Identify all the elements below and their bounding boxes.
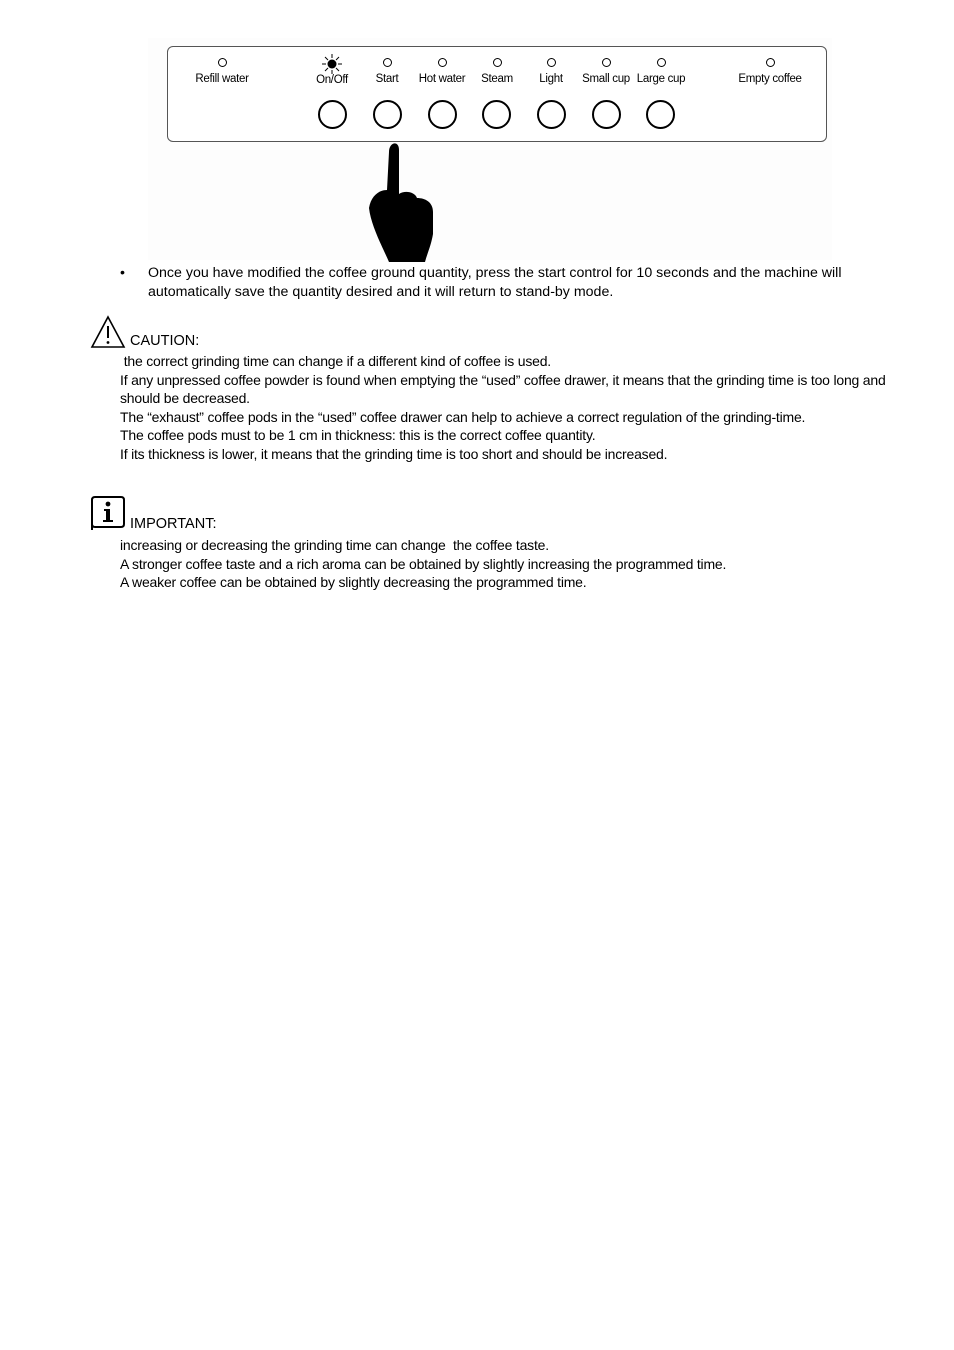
indicator-label: Refill water xyxy=(195,73,249,85)
control-label: Start xyxy=(375,73,399,85)
caution-line: The coffee pods must to be 1 cm in thickness: this is the correct coffee quantity. xyxy=(120,427,596,443)
important-text xyxy=(120,536,910,592)
control-label: Small cup xyxy=(582,73,630,85)
hot-water-button xyxy=(428,100,457,129)
bullet-point: • xyxy=(120,265,125,281)
indicator-label: Empty coffee xyxy=(738,73,802,85)
pointing-hand-icon xyxy=(365,138,437,262)
control-label: Steam xyxy=(481,73,513,85)
led-icon xyxy=(547,58,556,67)
light-button xyxy=(537,100,566,129)
on-off-button xyxy=(318,100,347,129)
control-label: Large cup xyxy=(636,73,686,85)
led-icon xyxy=(383,58,392,67)
large-cup-button xyxy=(646,100,675,129)
warning-triangle-icon xyxy=(90,315,126,349)
indicator-refill-water xyxy=(182,54,262,85)
led-lit-icon xyxy=(322,54,342,74)
caution-title: CAUTION: xyxy=(130,333,200,349)
led-icon xyxy=(438,58,447,67)
caution-text xyxy=(120,352,910,463)
important-line: A stronger coffee taste and a rich aroma can be obtained by slightly increasing the programmed time. xyxy=(120,555,727,572)
led-icon xyxy=(657,58,666,67)
led-icon xyxy=(218,58,227,67)
small-cup-button xyxy=(592,100,621,129)
led-icon xyxy=(493,58,502,67)
control-large-cup xyxy=(621,54,701,85)
important-line: A weaker coffee can be obtained by slightly decreasing the programmed time. xyxy=(120,574,587,590)
start-button xyxy=(373,100,402,129)
control-label: On/Off xyxy=(316,74,348,86)
led-icon xyxy=(766,58,775,67)
important-line: increasing or decreasing the grinding time can change the coffee taste. xyxy=(120,537,549,553)
led-icon xyxy=(602,58,611,67)
indicator-empty-coffee xyxy=(730,54,810,85)
instruction-text: Once you have modified the coffee ground quantity, press the start control for 10 seconds and the machine will automatically save the quantity desired and it will return to stand-by mode. xyxy=(148,265,842,300)
caution-line: If its thickness is lower, it means that the grinding time is too short and should be increased. xyxy=(120,445,668,462)
steam-button xyxy=(482,100,511,129)
caution-line: If any unpressed coffee powder is found when emptying the “used” coffee drawer, it means that the grinding time is too long and should be decreased. xyxy=(120,371,886,406)
info-icon xyxy=(89,494,127,532)
important-title: IMPORTANT: xyxy=(130,516,217,532)
caution-line: The “exhaust” coffee pods in the “used” coffee drawer can help to achieve a correct regulation of the grinding-time. xyxy=(120,408,806,425)
control-label: Hot water xyxy=(418,73,466,85)
caution-line: the correct grinding time can change if a different kind of coffee is used. xyxy=(120,353,551,369)
control-label: Light xyxy=(539,73,563,85)
